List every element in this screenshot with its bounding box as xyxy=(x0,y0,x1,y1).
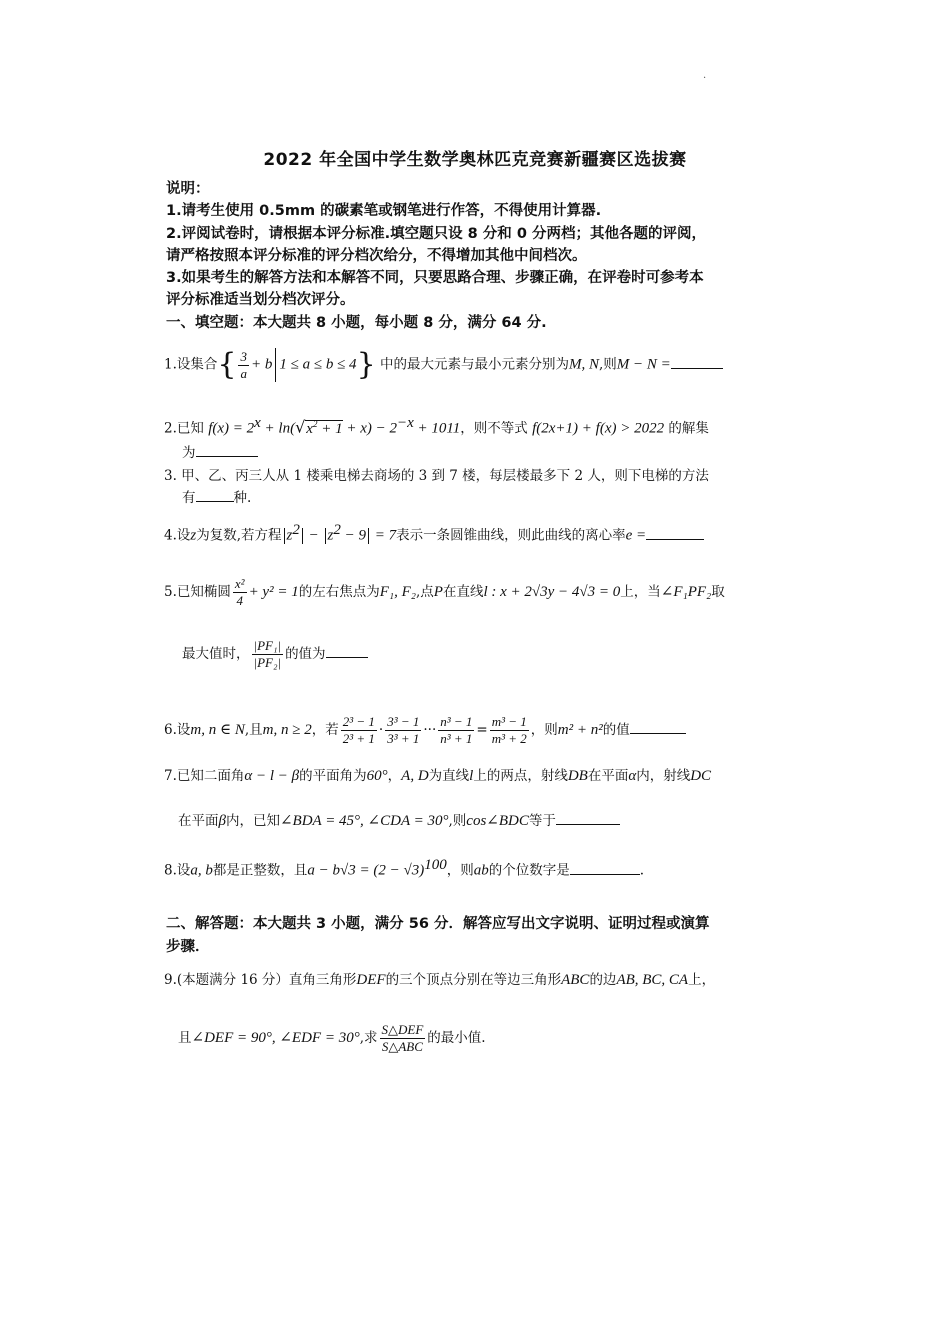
q2-text: ，则不等式 xyxy=(460,420,528,437)
question-8 xyxy=(164,854,814,882)
abs-bar xyxy=(325,528,326,544)
q6-prefix: 6.设 xyxy=(164,722,191,738)
q5-foci: F₁, F₂ xyxy=(379,584,416,600)
q2-after: + x) − 2 xyxy=(342,420,397,437)
q2-line-2: 为 xyxy=(182,445,196,461)
q6-dots: ··· xyxy=(423,722,437,738)
q6-f1-den: 2³ + 1 xyxy=(342,731,375,746)
right-brace-icon: } xyxy=(356,347,376,382)
q8-text-1: 都是正整数，且 xyxy=(212,862,308,879)
q5-ratio-fraction xyxy=(252,638,284,671)
q1-expr: M − N = xyxy=(616,356,671,373)
q6-fraction-1 xyxy=(341,714,377,747)
q5-fraction xyxy=(233,576,247,609)
q1-fraction xyxy=(238,349,249,382)
q5-line-2-prefix: 最大值时， xyxy=(182,646,250,662)
q7-l: l xyxy=(469,768,474,784)
q9-text-1: 的三个顶点分别在等边三角形 xyxy=(385,972,562,988)
set-divider xyxy=(275,348,276,382)
q6-f3-den: n³ + 1 xyxy=(440,731,473,746)
q8-text-3: 的个位数字是 xyxy=(488,862,570,879)
q8-answer-blank[interactable] xyxy=(570,860,640,875)
q4-eq-tail: = 7 xyxy=(370,527,397,544)
q1-answer-blank[interactable] xyxy=(671,354,723,369)
q6-f3-num: n³ − 1 xyxy=(440,714,473,729)
q5-text-4: 上，当 xyxy=(620,584,661,600)
q1-prefix: 1.设集合 xyxy=(164,356,218,373)
q8-prefix: 8.设 xyxy=(164,862,191,879)
q4-eq-minus: − xyxy=(304,527,323,544)
question-1 xyxy=(164,348,814,382)
q8-eq: a − b√3 = (2 − √3) xyxy=(307,862,425,879)
q2-inequality: f(2x+1) + f(x) > 2022 xyxy=(532,420,665,437)
question-2-line-2 xyxy=(182,442,258,464)
abs-bar xyxy=(302,528,303,544)
q1-frac-den: a xyxy=(240,365,247,381)
q5-text-1: 的左右焦点为 xyxy=(298,584,380,600)
question-2 xyxy=(164,412,814,440)
q6-text-4: 的值 xyxy=(602,722,630,738)
q4-text-1: 为复数,若方程 xyxy=(196,527,282,544)
q7-text-6: 内，射线 xyxy=(636,768,691,784)
question-3-line-2 xyxy=(182,487,251,509)
q6-f1-num: 2³ − 1 xyxy=(342,714,375,729)
q5-prefix: 5.已知椭圆 xyxy=(164,584,231,600)
question-6 xyxy=(164,714,814,747)
q2-sup-2: −x xyxy=(397,415,414,431)
q4-eq-b-rest: − 9 xyxy=(340,527,366,544)
q6-text-3: ，则 xyxy=(530,722,558,738)
q9-frac-den: S△ABC xyxy=(381,1039,423,1054)
q6-expr: m² + n² xyxy=(557,722,603,738)
q4-var: z xyxy=(190,527,197,544)
page-dot: . xyxy=(703,70,707,81)
q5-frac2-num: |PF₁| xyxy=(253,638,282,653)
q6-f4-num: m³ − 1 xyxy=(491,714,527,729)
q9-def: DEF xyxy=(356,972,386,988)
q9-text-3: 上， xyxy=(688,972,716,988)
q6-f2-den: 3³ + 1 xyxy=(387,731,420,746)
q7-angles: ∠BDA = 45°, ∠CDA = 30° xyxy=(279,813,449,829)
question-5-line-2 xyxy=(182,638,368,671)
q6-fraction-2 xyxy=(385,714,421,747)
q7-line-2-text-3: 等于 xyxy=(528,813,556,829)
q7-alpha: α xyxy=(628,768,637,784)
left-brace-icon: { xyxy=(217,347,237,382)
q7-angle: α − l − β xyxy=(244,768,300,784)
q2-sqrt-sup: 2 xyxy=(312,418,318,429)
section-2-heading-line-2: 步骤． xyxy=(166,939,210,955)
q4-prefix: 4.设 xyxy=(164,527,191,544)
page-title: 2022 年全国中学生数学奥林匹克竞赛新疆赛区选拔赛 xyxy=(263,150,687,170)
q6-text-1: ,且 xyxy=(244,722,263,738)
q5-frac-den: 4 xyxy=(236,593,243,608)
q5-eq: + y² = 1 xyxy=(248,584,299,600)
q6-cond-1: m, n ∈ N xyxy=(190,722,245,738)
q7-line-2-text-2: ,则 xyxy=(448,813,467,829)
q1-text: 中的最大元素与最小元素分别为 xyxy=(379,356,569,373)
q8-sup: 100 xyxy=(424,857,447,873)
q2-func: f(x) = 2 xyxy=(208,420,255,437)
q8-tail: . xyxy=(639,862,645,879)
q4-text-2: 表示一条圆锥曲线，则此曲线的离心率 xyxy=(396,527,626,544)
q9-frac-num: S△DEF xyxy=(381,1022,424,1037)
section-1-heading: 一、填空题：本大题共 8 小题，每小题 8 分，满分 64 分. xyxy=(166,315,547,331)
q2-mid: + ln( xyxy=(260,420,296,437)
q2-prefix: 2.已知 xyxy=(164,420,204,437)
abs-bar xyxy=(284,528,285,544)
question-9-line-2 xyxy=(178,1022,486,1055)
q7-answer-blank[interactable] xyxy=(556,810,620,825)
question-5 xyxy=(164,576,814,609)
question-4 xyxy=(164,519,814,547)
q7-text-1: 的平面角为 xyxy=(299,768,367,784)
q7-beta: β xyxy=(218,813,226,829)
q7-cos: cos∠BDC xyxy=(466,813,529,829)
instruction-2-line-1: 2.评阅试卷时，请根据本评分标准.填空题只设 8 分和 0 分两档；其他各题的评阅， xyxy=(166,226,706,242)
q1-frac-num: 3 xyxy=(240,348,247,364)
q5-angle: ∠F₁PF₂ xyxy=(660,584,712,600)
q9-prefix: 9.(本题满分 16 分）直角三角形 xyxy=(164,972,357,988)
q4-e: e = xyxy=(625,527,647,544)
q7-dc: DC xyxy=(690,768,712,784)
q6-fraction-4 xyxy=(490,714,529,747)
q7-points: A, D xyxy=(401,768,429,784)
q6-answer-blank[interactable] xyxy=(630,719,686,734)
q5-text-3: 在直线 xyxy=(442,584,484,600)
instruction-3-line-2: 评分标准适当划分档次评分。 xyxy=(166,292,355,308)
instruction-2-line-2: 请严格按照本评分标准的评分档次给分，不得增加其他中间档次。 xyxy=(166,248,587,264)
q9-line-2-text: ,求 xyxy=(359,1030,378,1046)
q1-set-expr: + b xyxy=(250,356,273,373)
q7-line-2-text-1: 内，已知 xyxy=(225,813,280,829)
q7-text-4: 上的两点，射线 xyxy=(473,768,568,784)
q4-answer-blank[interactable] xyxy=(646,525,704,540)
q6-fraction-3 xyxy=(438,714,474,747)
q7-text-3: 为直线 xyxy=(428,768,470,784)
q7-db: DB xyxy=(567,768,588,784)
q9-line-2-suffix: 的最小值. xyxy=(427,1030,486,1046)
q8-ab: ab xyxy=(473,862,489,879)
q6-text-2: ，若 xyxy=(311,722,339,738)
q7-text-5: 在平面 xyxy=(587,768,629,784)
section-2-heading-line-1: 二、解答题：本大题共 3 小题，满分 56 分．解答应写出文字说明、证明过程或演算 xyxy=(166,916,710,932)
q6-cond-2: m, n ≥ 2 xyxy=(262,722,312,738)
q4-eq-a: z xyxy=(286,527,293,544)
q8-vars: a, b xyxy=(190,862,213,879)
q5-frac-num: x² xyxy=(234,576,245,591)
q5-line: l : x + 2√3y − 4√3 = 0 xyxy=(483,584,621,600)
instructions-heading: 说明： xyxy=(166,181,210,197)
question-9 xyxy=(164,969,814,991)
q5-frac2-den: |PF₂| xyxy=(253,655,282,670)
q5-answer-blank[interactable] xyxy=(326,643,368,658)
q4-eq-b-sup: 2 xyxy=(333,522,341,538)
question-7-line-2 xyxy=(178,810,620,832)
instruction-1: 1.请考生使用 0.5mm 的碳素笔或钢笔进行作答，不得使用计算器. xyxy=(166,203,602,219)
q1-vars: M, N xyxy=(568,356,599,373)
q4-eq-b: z xyxy=(327,527,334,544)
q9-text-2: 的边 xyxy=(589,972,617,988)
q5-line-2-suffix: 的值为 xyxy=(285,646,326,662)
q7-deg: 60° xyxy=(366,768,388,784)
q1-condition: 1 ≤ a ≤ b ≤ 4 xyxy=(279,356,357,373)
question-3-line-1: 3. 甲、乙、丙三人从 1 楼乘电梯去商场的 3 到 7 楼，每层楼最多下 2 人，则下电梯的方法 xyxy=(164,468,709,484)
q2-sup-1: x xyxy=(254,415,261,431)
q9-abc: ABC xyxy=(561,972,590,988)
question-7 xyxy=(164,765,814,787)
sqrt-icon: √ xyxy=(295,417,306,437)
q7-line-2-prefix: 在平面 xyxy=(178,813,219,829)
q9-angles: ∠DEF = 90°, ∠EDF = 30° xyxy=(191,1030,360,1046)
q6-f4-den: m³ + 2 xyxy=(491,731,527,746)
abs-bar xyxy=(368,528,369,544)
q6-eq: = xyxy=(476,722,488,738)
q5-p: P xyxy=(433,584,443,600)
q1-text-2: ,则 xyxy=(598,356,617,373)
q7-text-2: ， xyxy=(387,768,402,784)
instruction-3-line-1: 3.如果考生的解答方法和本解答不同，只要思路合理、步骤正确，在评卷时可参考本 xyxy=(166,270,704,286)
q8-text-2: ，则 xyxy=(446,862,474,879)
q5-text-5: 取 xyxy=(711,584,725,600)
q3-answer-blank[interactable] xyxy=(196,487,234,502)
q9-line-2-prefix: 且 xyxy=(178,1030,192,1046)
q2-tail: + 1011 xyxy=(413,420,461,437)
q5-text-2: ,点 xyxy=(415,584,434,600)
q2-sqrt-rest: + 1 xyxy=(317,420,343,437)
q9-area-ratio-fraction xyxy=(380,1022,426,1055)
q2-answer-blank[interactable] xyxy=(196,442,258,457)
q2-text-2: 的解集 xyxy=(668,420,709,437)
q9-sides: AB, BC, CA xyxy=(616,972,689,988)
q3-line-2-prefix: 有 xyxy=(182,490,196,506)
q4-eq-a-sup: 2 xyxy=(292,522,300,538)
q6-f2-num: 3³ − 1 xyxy=(387,714,420,729)
q7-prefix: 7.已知二面角 xyxy=(164,768,245,784)
q6-dot: · xyxy=(378,722,384,738)
q2-sqrt-inner: x xyxy=(306,420,313,437)
q3-line-2-suffix: 种. xyxy=(233,490,252,506)
